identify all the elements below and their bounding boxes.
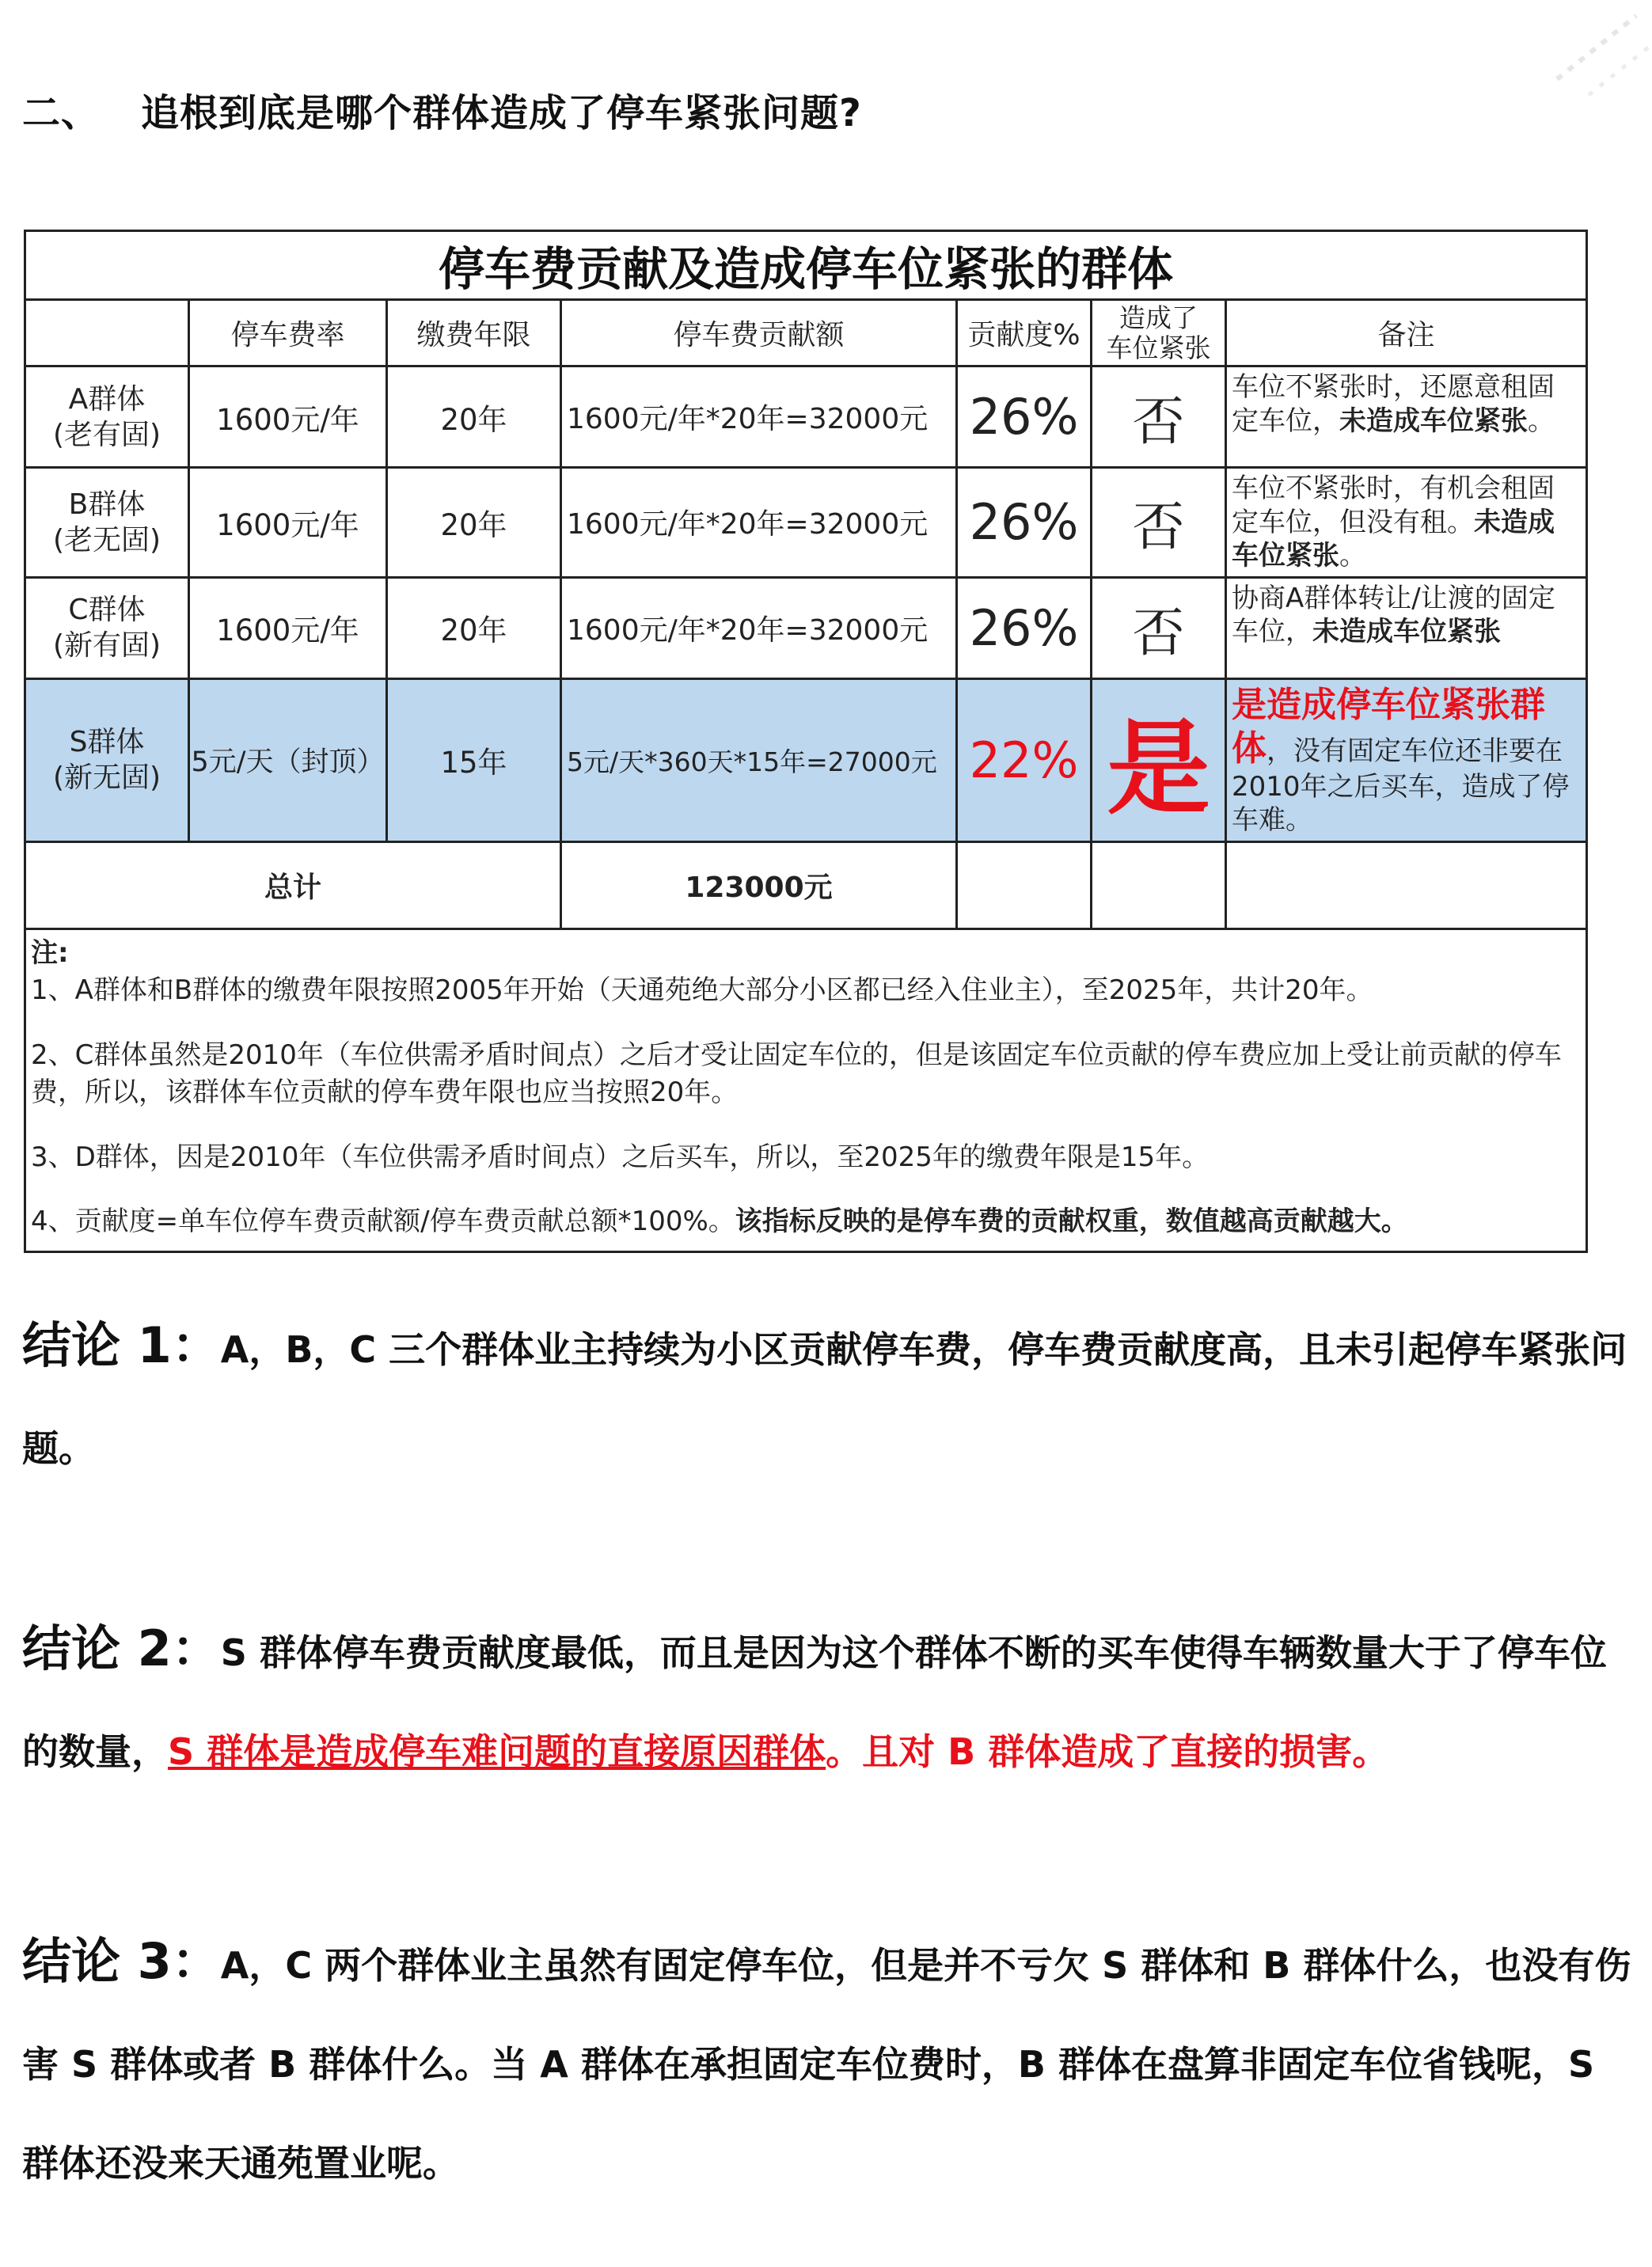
footnote-heading: 注:: [31, 936, 69, 969]
years-cell: 15年: [387, 678, 561, 841]
amount-cell: 5元/天*360天*15年=27000元: [561, 678, 957, 841]
pct-cell: 26%: [957, 366, 1092, 468]
years-cell: 20年: [387, 577, 561, 678]
group-cell: S群体 (新无固): [25, 678, 189, 841]
section-number: 二、: [22, 91, 101, 135]
note-cell: 是造成停车位紧张群体，没有固定车位还非要在2010年之后买车，造成了停车难。: [1226, 678, 1587, 841]
header-cause: 造成了 车位紧张: [1092, 300, 1226, 366]
footnotes-cell: [25, 928, 1587, 1252]
rate-cell: 1600元/年: [189, 577, 387, 678]
conclusion-label: 结论 2：: [22, 1620, 221, 1677]
conclusion-text: A，B，C 三个群体业主持续为小区贡献停车费，停车费贡献度高，且未引起停车紧张问题。: [22, 1328, 1627, 1470]
group-cell: A群体 (老有固): [25, 366, 189, 468]
conclusion-1: [22, 1296, 1637, 1498]
table-title: 停车费贡献及造成停车位紧张的群体: [25, 231, 1587, 300]
footnote-1: 1、A群体和B群体的缴费年限按照2005年开始（天通苑绝大部分小区都已经入住业主），至2025年，共计20年。: [31, 974, 1373, 1007]
cause-cell: 否: [1092, 468, 1226, 578]
group-cell: C群体 (新有固): [25, 577, 189, 678]
header-note: 备注: [1226, 300, 1587, 366]
cause-cell: 否: [1092, 577, 1226, 678]
conclusion-3: [22, 1912, 1637, 2213]
table-row: [25, 366, 1587, 468]
total-row: [25, 841, 1587, 928]
conclusion-text: S 群体停车费贡献度最低，而且是因为这个群体不断的买车使得车辆数量大于了停车位的数量，: [22, 1631, 1607, 1773]
table-row: [25, 468, 1587, 578]
section-title-text: 追根到底是哪个群体造成了停车紧张问题?: [141, 91, 862, 135]
conclusion-tail: 。且对 B 群体造成了直接的损害。: [826, 1730, 1389, 1773]
group-cell: B群体 (老无固): [25, 468, 189, 578]
years-cell: 20年: [387, 366, 561, 468]
rate-cell: 5元/天（封顶）: [189, 678, 387, 841]
cause-cell: 是: [1092, 678, 1226, 841]
amount-cell: 1600元/年*20年=32000元: [561, 366, 957, 468]
header-rate: 停车费率: [189, 300, 387, 366]
header-empty: [25, 300, 189, 366]
total-empty: [1092, 841, 1226, 928]
header-years: 缴费年限: [387, 300, 561, 366]
conclusion-label: 结论 3：: [22, 1932, 221, 1990]
total-value: 123000元: [561, 841, 957, 928]
table-row: [25, 577, 1587, 678]
corner-decoration: [1541, 0, 1652, 103]
conclusion-2: [22, 1599, 1637, 1802]
pct-cell: 26%: [957, 468, 1092, 578]
footnotes-row: [25, 928, 1587, 1252]
amount-cell: 1600元/年*20年=32000元: [561, 468, 957, 578]
table-row-highlighted: [25, 678, 1587, 841]
total-empty: [957, 841, 1092, 928]
conclusion-key-finding: S 群体是造成停车难问题的直接原因群体: [168, 1730, 826, 1773]
rate-cell: 1600元/年: [189, 468, 387, 578]
total-label: 总计: [25, 841, 561, 928]
table-header-row: [25, 300, 1587, 366]
pct-cell: 22%: [957, 678, 1092, 841]
note-cell: 车位不紧张时，还愿意租固定车位，未造成车位紧张。: [1226, 366, 1587, 468]
note-cell: 协商A群体转让/让渡的固定车位，未造成车位紧张: [1226, 577, 1587, 678]
header-pct: 贡献度%: [957, 300, 1092, 366]
conclusion-label: 结论 1：: [22, 1316, 221, 1374]
parking-fee-table: [24, 230, 1588, 1253]
rate-cell: 1600元/年: [189, 366, 387, 468]
years-cell: 20年: [387, 468, 561, 578]
cause-cell: 否: [1092, 366, 1226, 468]
header-amount: 停车费贡献额: [561, 300, 957, 366]
conclusion-text: A，C 两个群体业主虽然有固定停车位，但是并不亏欠 S 群体和 B 群体什么，也没有伤害 S 群体或者 B 群体什么。当 A 群体在承担固定车位费时，B 群体在盘算非固定车位省钱呢，S 群体还没来天通苑置业呢。: [22, 1944, 1631, 2185]
footnote-3: 3、D群体，因是2010年（车位供需矛盾时间点）之后买车，所以，至2025年的缴费年限是15年。: [31, 1141, 1210, 1173]
total-empty: [1226, 841, 1587, 928]
section-heading: [22, 82, 862, 137]
footnote-2: 2、C群体虽然是2010年（车位供需矛盾时间点）之后才受让固定车位的，但是该固定车位贡献的停车费应加上受让前贡献的停车费，所以，该群体车位贡献的停车费年限也应当按照20年。: [31, 1039, 1562, 1109]
pct-cell: 26%: [957, 577, 1092, 678]
note-cell: 车位不紧张时，有机会租固定车位，但没有租。未造成车位紧张。: [1226, 468, 1587, 578]
footnote-4: 4、贡献度=单车位停车费贡献额/停车费贡献总额*100%。该指标反映的是停车费的贡献权重，数值越高贡献越大。: [31, 1206, 1408, 1238]
amount-cell: 1600元/年*20年=32000元: [561, 577, 957, 678]
